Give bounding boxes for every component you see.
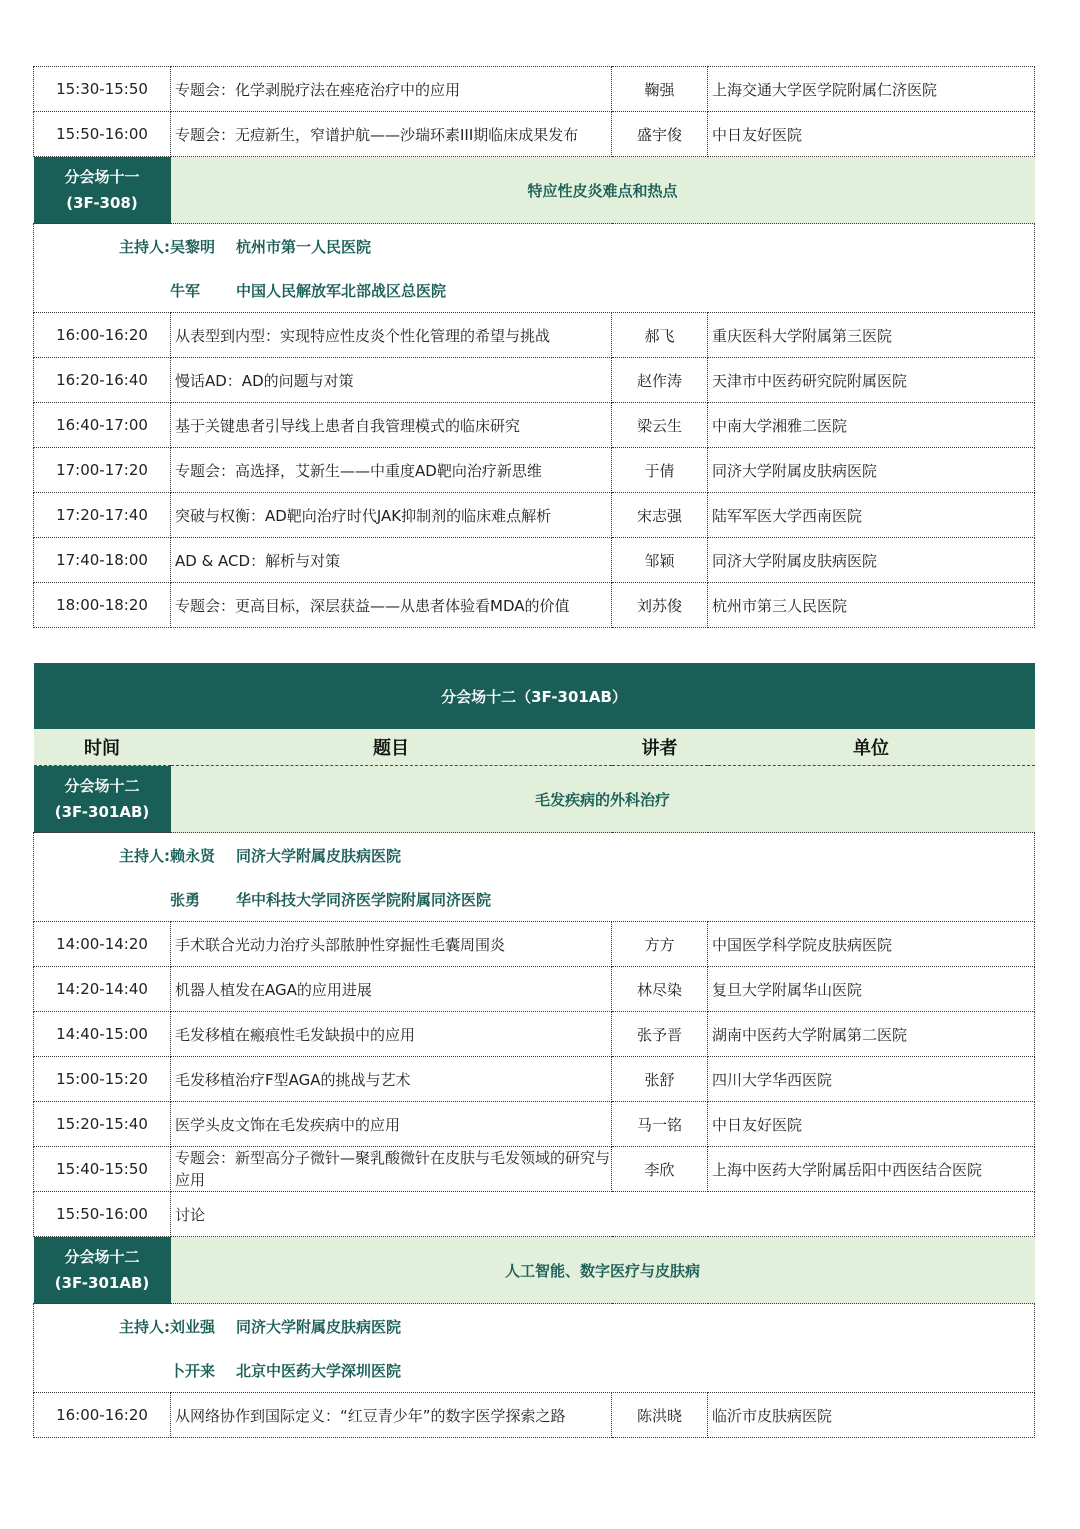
title-cell: 毛发移植在瘢痕性毛发缺损中的应用	[171, 1012, 612, 1057]
time-cell: 14:00-14:20	[34, 922, 171, 967]
header-title: 题目	[171, 729, 612, 766]
host-name: 张勇	[170, 890, 201, 909]
session-topic: 毛发疾病的外科治疗	[171, 766, 1035, 833]
venue-room: (3F-301AB)	[54, 803, 150, 821]
time-cell: 16:00-16:20	[34, 1393, 171, 1438]
speaker-cell: 郝飞	[612, 313, 708, 358]
title-cell: 基于关键患者引导线上患者自我管理模式的临床研究	[171, 403, 612, 448]
time-cell: 15:20-15:40	[34, 1102, 171, 1147]
speaker-cell: 方方	[612, 922, 708, 967]
venue-room: (3F-301AB)	[54, 1274, 150, 1292]
host-unit: 北京中医药大学深圳医院	[236, 1361, 402, 1380]
unit-cell: 中南大学湘雅二医院	[708, 403, 1035, 448]
venue-label	[34, 157, 171, 224]
speaker-cell: 陈洪晓	[612, 1393, 708, 1438]
table-row	[34, 1393, 1035, 1438]
host-name: 刘业强	[170, 1317, 216, 1336]
column-header-row	[34, 729, 1035, 766]
venue-room: (3F-308)	[66, 194, 138, 212]
host-unit: 同济大学附属皮肤病医院	[236, 846, 402, 865]
title-cell: 慢话AD：AD的问题与对策	[171, 358, 612, 403]
speaker-cell: 梁云生	[612, 403, 708, 448]
unit-cell: 同济大学附属皮肤病医院	[708, 538, 1035, 583]
host-line	[34, 833, 1034, 877]
speaker-cell: 马一铭	[612, 1102, 708, 1147]
time-cell: 16:40-17:00	[34, 403, 171, 448]
host-row	[34, 224, 1035, 313]
unit-cell: 复旦大学附属华山医院	[708, 967, 1035, 1012]
table-row	[34, 1102, 1035, 1147]
header-unit: 单位	[708, 729, 1035, 766]
speaker-cell: 张舒	[612, 1057, 708, 1102]
table-row	[34, 583, 1035, 628]
host-unit: 杭州市第一人民医院	[236, 237, 372, 256]
table-row	[34, 67, 1035, 112]
speaker-cell: 刘苏俊	[612, 583, 708, 628]
host-line	[34, 1304, 1034, 1348]
host-name: 牛军	[170, 281, 201, 300]
host-line	[34, 1348, 1034, 1392]
title-cell: AD & ACD：解析与对策	[171, 538, 612, 583]
table-row	[34, 1012, 1035, 1057]
venue-name: 分会场十二	[64, 1248, 140, 1266]
time-cell: 14:40-15:00	[34, 1012, 171, 1057]
host-label: 主持人:	[119, 1317, 170, 1336]
time-cell: 17:20-17:40	[34, 493, 171, 538]
host-line	[34, 877, 1034, 921]
host-name: 卜开来	[170, 1361, 216, 1380]
host-unit: 中国人民解放军北部战区总医院	[236, 281, 447, 300]
title-cell: 毛发移植治疗F型AGA的挑战与艺术	[171, 1057, 612, 1102]
table-row	[34, 403, 1035, 448]
table-row	[34, 313, 1035, 358]
time-cell: 15:50-16:00	[34, 112, 171, 157]
host-name: 赖永贤	[170, 846, 216, 865]
time-cell: 15:40-15:50	[34, 1147, 171, 1192]
title-cell: 从网络协作到国际定义：“红豆青少年”的数字医学探索之路	[171, 1393, 612, 1438]
host-line	[34, 224, 1034, 268]
time-cell: 18:00-18:20	[34, 583, 171, 628]
unit-cell: 杭州市第三人民医院	[708, 583, 1035, 628]
session-topic: 特应性皮炎难点和热点	[171, 157, 1035, 224]
title-cell: 专题会：更高目标，深层获益——从患者体验看MDA的价值	[171, 583, 612, 628]
title-cell: 讨论	[171, 1192, 1035, 1237]
title-cell: 从表型到内型：实现特应性皮炎个性化管理的希望与挑战	[171, 313, 612, 358]
host-cell	[34, 833, 1035, 922]
schedule-table-session-11	[33, 66, 1035, 628]
host-unit: 同济大学附属皮肤病医院	[236, 1317, 402, 1336]
unit-cell: 中日友好医院	[708, 112, 1035, 157]
time-cell: 17:00-17:20	[34, 448, 171, 493]
speaker-cell: 张予晋	[612, 1012, 708, 1057]
time-cell: 15:00-15:20	[34, 1057, 171, 1102]
host-label: 主持人:	[119, 846, 170, 865]
header-speaker: 讲者	[612, 729, 708, 766]
table-row	[34, 922, 1035, 967]
speaker-cell: 林尽染	[612, 967, 708, 1012]
host-cell	[34, 1304, 1035, 1393]
title-cell: 专题会：无痘新生，窄谱护航——沙瑞环素III期临床成果发布	[171, 112, 612, 157]
time-cell: 16:20-16:40	[34, 358, 171, 403]
title-cell: 机器人植发在AGA的应用进展	[171, 967, 612, 1012]
speaker-cell: 于倩	[612, 448, 708, 493]
unit-cell: 陆军军医大学西南医院	[708, 493, 1035, 538]
session-header-row	[34, 766, 1035, 833]
schedule-table-session-12	[33, 663, 1035, 1438]
venue-title: 分会场十二（3F-301AB）	[34, 663, 1035, 729]
time-cell: 14:20-14:40	[34, 967, 171, 1012]
table-row	[34, 1147, 1035, 1192]
session-topic: 人工智能、数字医疗与皮肤病	[171, 1237, 1035, 1304]
title-cell: 手术联合光动力治疗头部脓肿性穿掘性毛囊周围炎	[171, 922, 612, 967]
unit-cell: 中日友好医院	[708, 1102, 1035, 1147]
unit-cell: 重庆医科大学附属第三医院	[708, 313, 1035, 358]
speaker-cell: 赵作涛	[612, 358, 708, 403]
unit-cell: 天津市中医药研究院附属医院	[708, 358, 1035, 403]
session-header-row	[34, 1237, 1035, 1304]
venue-title-row	[34, 663, 1035, 729]
discussion-row	[34, 1192, 1035, 1237]
title-cell: 突破与权衡：AD靶向治疗时代JAK抑制剂的临床难点解析	[171, 493, 612, 538]
unit-cell: 四川大学华西医院	[708, 1057, 1035, 1102]
speaker-cell: 邹颖	[612, 538, 708, 583]
time-cell: 17:40-18:00	[34, 538, 171, 583]
host-row	[34, 833, 1035, 922]
title-cell: 专题会：新型高分子微针—聚乳酸微针在皮肤与毛发领域的研究与应用	[171, 1147, 612, 1192]
unit-cell: 同济大学附属皮肤病医院	[708, 448, 1035, 493]
table-row	[34, 493, 1035, 538]
speaker-cell: 盛宇俊	[612, 112, 708, 157]
title-cell: 专题会：高选择，艾新生——中重度AD靶向治疗新思维	[171, 448, 612, 493]
unit-cell: 上海中医药大学附属岳阳中西医结合医院	[708, 1147, 1035, 1192]
host-name: 吴黎明	[170, 237, 216, 256]
table-row	[34, 538, 1035, 583]
speaker-cell: 宋志强	[612, 493, 708, 538]
table-row	[34, 967, 1035, 1012]
speaker-cell: 李欣	[612, 1147, 708, 1192]
table-row	[34, 112, 1035, 157]
venue-name: 分会场十一	[64, 168, 140, 186]
unit-cell: 中国医学科学院皮肤病医院	[708, 922, 1035, 967]
table-row	[34, 448, 1035, 493]
table-row	[34, 358, 1035, 403]
host-unit: 华中科技大学同济医学院附属同济医院	[236, 890, 492, 909]
unit-cell: 上海交通大学医学院附属仁济医院	[708, 67, 1035, 112]
unit-cell: 湖南中医药大学附属第二医院	[708, 1012, 1035, 1057]
session-header-row	[34, 157, 1035, 224]
host-cell	[34, 224, 1035, 313]
venue-name: 分会场十二	[64, 777, 140, 795]
time-cell: 16:00-16:20	[34, 313, 171, 358]
title-cell: 医学头皮文饰在毛发疾病中的应用	[171, 1102, 612, 1147]
unit-cell: 临沂市皮肤病医院	[708, 1393, 1035, 1438]
host-row	[34, 1304, 1035, 1393]
speaker-cell: 鞠强	[612, 67, 708, 112]
title-cell: 专题会：化学剥脱疗法在痤疮治疗中的应用	[171, 67, 612, 112]
venue-label	[34, 766, 171, 833]
header-time: 时间	[34, 729, 171, 766]
time-cell: 15:50-16:00	[34, 1192, 171, 1237]
host-line	[34, 268, 1034, 312]
host-label: 主持人:	[119, 237, 170, 256]
venue-label	[34, 1237, 171, 1304]
time-cell: 15:30-15:50	[34, 67, 171, 112]
table-row	[34, 1057, 1035, 1102]
